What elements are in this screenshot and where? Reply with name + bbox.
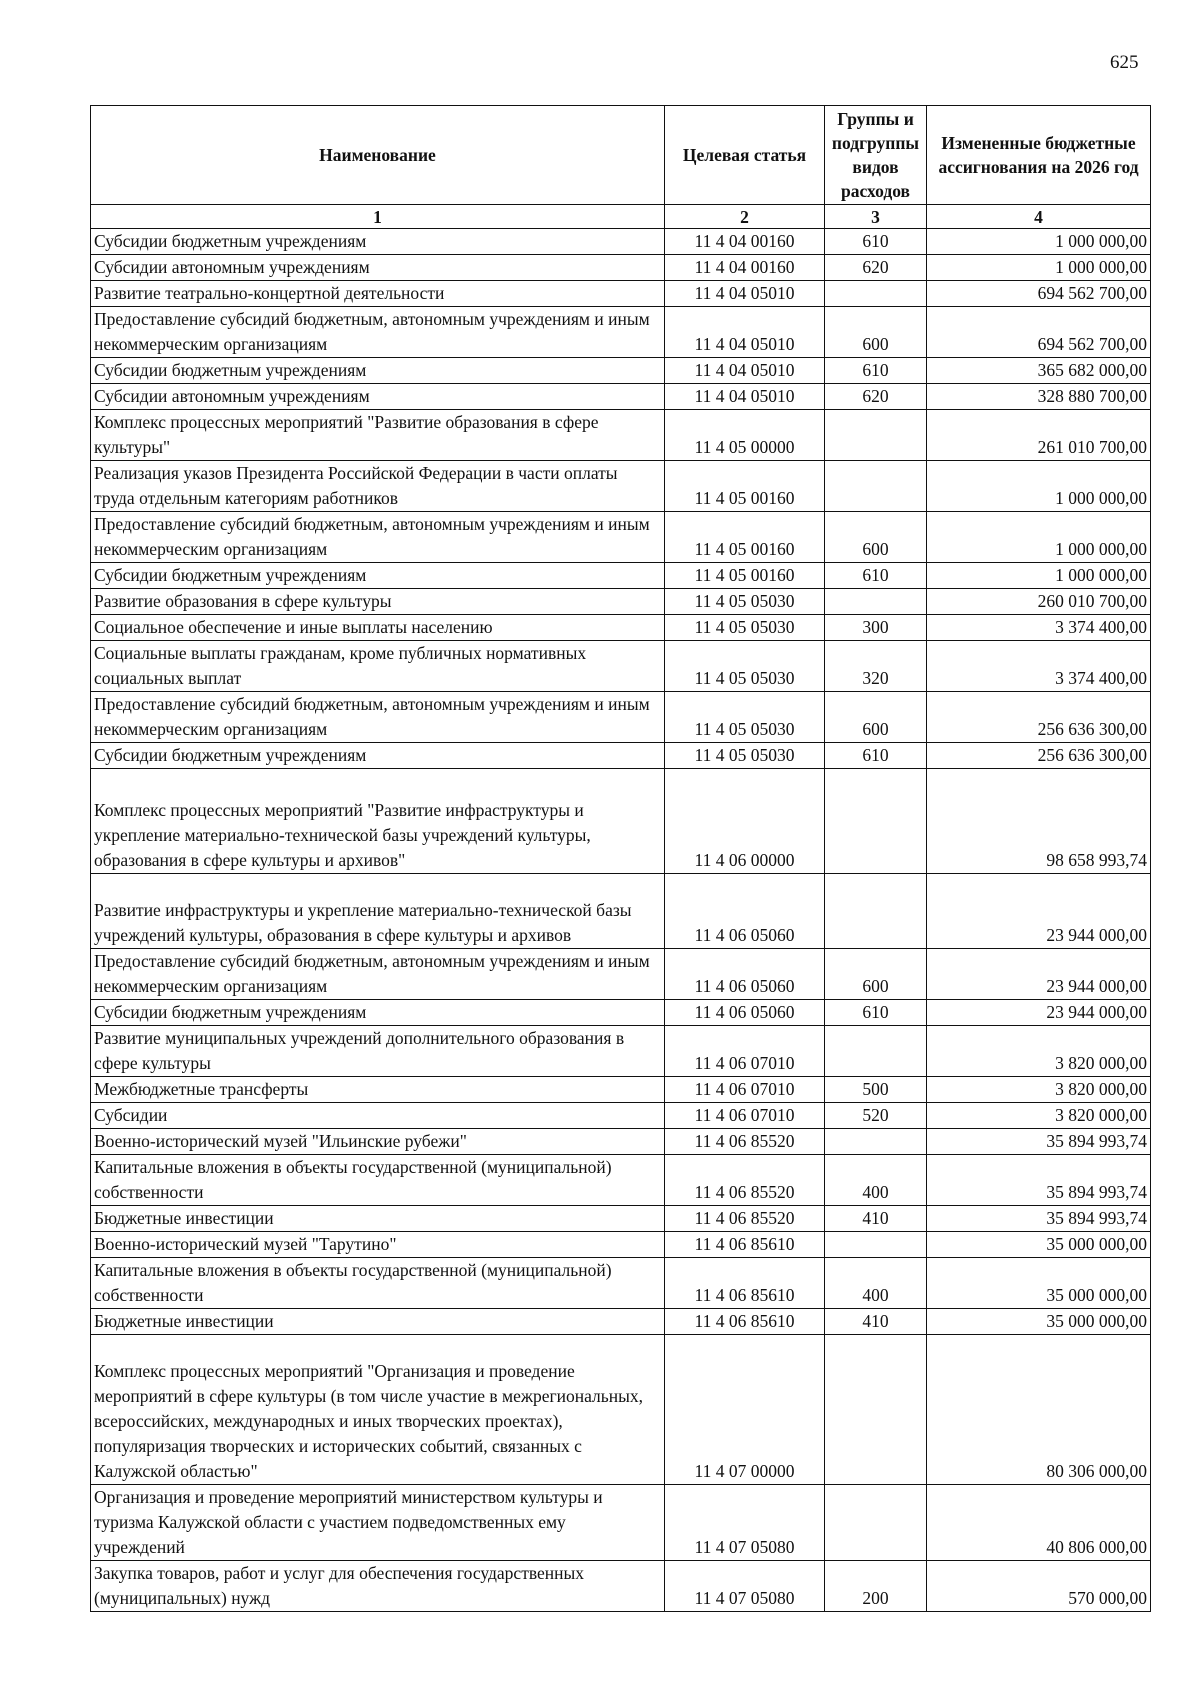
- table-row: [91, 563, 1151, 589]
- row-group: 320: [825, 641, 927, 692]
- row-group: 400: [825, 1155, 927, 1206]
- table-row: [91, 1026, 1151, 1077]
- header-code: Целевая статья: [665, 106, 825, 205]
- row-code: 11 4 06 00000: [665, 769, 825, 874]
- row-name: Закупка товаров, работ и услуг для обеспечения государственных (муниципальных) нужд: [91, 1561, 665, 1612]
- row-name: Развитие инфраструктуры и укрепление материально-технической базы учреждений культуры, образования в сфере культуры и архивов: [91, 874, 665, 949]
- row-code: 11 4 07 05080: [665, 1561, 825, 1612]
- header-amount: Измененные бюджетные ассигнования на 2026 год: [927, 106, 1151, 205]
- row-name: Развитие муниципальных учреждений дополнительного образования в сфере культуры: [91, 1026, 665, 1077]
- row-name: Бюджетные инвестиции: [91, 1309, 665, 1335]
- row-amount: 3 374 400,00: [927, 615, 1151, 641]
- table-row: [91, 692, 1151, 743]
- row-amount: 23 944 000,00: [927, 874, 1151, 949]
- column-number: 2: [665, 205, 825, 229]
- row-group: [825, 769, 927, 874]
- row-amount: 570 000,00: [927, 1561, 1151, 1612]
- row-name: Комплекс процессных мероприятий "Развитие образования в сфере культуры": [91, 410, 665, 461]
- table-row: [91, 461, 1151, 512]
- row-amount: 3 820 000,00: [927, 1026, 1151, 1077]
- row-group: 610: [825, 743, 927, 769]
- table-row: [91, 1077, 1151, 1103]
- row-amount: 328 880 700,00: [927, 384, 1151, 410]
- table-row: [91, 512, 1151, 563]
- table-row: [91, 410, 1151, 461]
- row-name: Капитальные вложения в объекты государственной (муниципальной) собственности: [91, 1155, 665, 1206]
- row-name: Субсидии бюджетным учреждениям: [91, 743, 665, 769]
- row-amount: 35 894 993,74: [927, 1155, 1151, 1206]
- row-amount: 40 806 000,00: [927, 1485, 1151, 1561]
- row-code: 11 4 06 05060: [665, 874, 825, 949]
- row-code: 11 4 06 07010: [665, 1077, 825, 1103]
- row-amount: 694 562 700,00: [927, 281, 1151, 307]
- row-group: 500: [825, 1077, 927, 1103]
- row-code: 11 4 06 85520: [665, 1206, 825, 1232]
- row-group: [825, 589, 927, 615]
- table-row: [91, 769, 1151, 874]
- row-group: 620: [825, 384, 927, 410]
- column-number: 4: [927, 205, 1151, 229]
- row-name: Капитальные вложения в объекты государственной (муниципальной) собственности: [91, 1258, 665, 1309]
- row-amount: 256 636 300,00: [927, 692, 1151, 743]
- row-name: Социальное обеспечение и иные выплаты населению: [91, 615, 665, 641]
- row-amount: 261 010 700,00: [927, 410, 1151, 461]
- row-amount: 23 944 000,00: [927, 949, 1151, 1000]
- row-group: 600: [825, 512, 927, 563]
- row-code: 11 4 06 85610: [665, 1232, 825, 1258]
- row-group: [825, 1026, 927, 1077]
- row-group: [825, 1232, 927, 1258]
- table-row: [91, 1485, 1151, 1561]
- row-code: 11 4 07 00000: [665, 1335, 825, 1485]
- table-row: [91, 229, 1151, 255]
- row-group: 600: [825, 949, 927, 1000]
- row-group: 610: [825, 563, 927, 589]
- column-number-row: [91, 205, 1151, 229]
- row-name: Организация и проведение мероприятий министерством культуры и туризма Калужской области с участием подведомственных ему учреждений: [91, 1485, 665, 1561]
- table-row: [91, 255, 1151, 281]
- table-row: [91, 1309, 1151, 1335]
- row-code: 11 4 06 05060: [665, 1000, 825, 1026]
- row-name: Субсидии бюджетным учреждениям: [91, 358, 665, 384]
- table-row: [91, 1206, 1151, 1232]
- row-code: 11 4 04 05010: [665, 307, 825, 358]
- row-code: 11 4 04 05010: [665, 384, 825, 410]
- row-code: 11 4 04 00160: [665, 229, 825, 255]
- table-row: [91, 384, 1151, 410]
- column-number: 3: [825, 205, 927, 229]
- header-name: Наименование: [91, 106, 665, 205]
- row-amount: 35 000 000,00: [927, 1258, 1151, 1309]
- table-row: [91, 615, 1151, 641]
- table-row: [91, 1258, 1151, 1309]
- row-name: Субсидии автономным учреждениям: [91, 384, 665, 410]
- row-group: 610: [825, 229, 927, 255]
- row-amount: 35 894 993,74: [927, 1129, 1151, 1155]
- row-group: [825, 410, 927, 461]
- row-group: 620: [825, 255, 927, 281]
- row-code: 11 4 06 07010: [665, 1103, 825, 1129]
- row-name: Предоставление субсидий бюджетным, автономным учреждениям и иным некоммерческим организациям: [91, 949, 665, 1000]
- row-name: Военно-исторический музей "Тарутино": [91, 1232, 665, 1258]
- row-code: 11 4 06 85610: [665, 1258, 825, 1309]
- row-amount: 256 636 300,00: [927, 743, 1151, 769]
- row-code: 11 4 05 05030: [665, 615, 825, 641]
- row-group: [825, 1485, 927, 1561]
- row-code: 11 4 05 05030: [665, 641, 825, 692]
- row-name: Предоставление субсидий бюджетным, автономным учреждениям и иным некоммерческим организациям: [91, 512, 665, 563]
- row-code: 11 4 06 85610: [665, 1309, 825, 1335]
- row-amount: 98 658 993,74: [927, 769, 1151, 874]
- row-amount: 1 000 000,00: [927, 512, 1151, 563]
- row-amount: 365 682 000,00: [927, 358, 1151, 384]
- row-group: 520: [825, 1103, 927, 1129]
- table-row: [91, 743, 1151, 769]
- row-group: 400: [825, 1258, 927, 1309]
- row-group: 600: [825, 692, 927, 743]
- row-code: 11 4 05 00160: [665, 563, 825, 589]
- table-row: [91, 281, 1151, 307]
- row-code: 11 4 05 05030: [665, 743, 825, 769]
- row-name: Межбюджетные трансферты: [91, 1077, 665, 1103]
- row-name: Субсидии бюджетным учреждениям: [91, 1000, 665, 1026]
- row-group: 200: [825, 1561, 927, 1612]
- row-amount: 35 894 993,74: [927, 1206, 1151, 1232]
- table-row: [91, 1232, 1151, 1258]
- row-amount: 1 000 000,00: [927, 255, 1151, 281]
- row-code: 11 4 05 05030: [665, 692, 825, 743]
- table-row: [91, 589, 1151, 615]
- row-code: 11 4 07 05080: [665, 1485, 825, 1561]
- row-group: [825, 1129, 927, 1155]
- row-code: 11 4 06 85520: [665, 1155, 825, 1206]
- row-group: 410: [825, 1309, 927, 1335]
- row-name: Развитие образования в сфере культуры: [91, 589, 665, 615]
- row-code: 11 4 04 05010: [665, 281, 825, 307]
- row-name: Социальные выплаты гражданам, кроме публичных нормативных социальных выплат: [91, 641, 665, 692]
- column-number: 1: [91, 205, 665, 229]
- row-code: 11 4 05 05030: [665, 589, 825, 615]
- row-code: 11 4 06 07010: [665, 1026, 825, 1077]
- row-amount: 260 010 700,00: [927, 589, 1151, 615]
- table-row: [91, 1129, 1151, 1155]
- row-amount: 80 306 000,00: [927, 1335, 1151, 1485]
- table-row: [91, 949, 1151, 1000]
- row-group: 610: [825, 358, 927, 384]
- row-name: Реализация указов Президента Российской Федерации в части оплаты труда отдельным категориям работников: [91, 461, 665, 512]
- table-row: [91, 1155, 1151, 1206]
- budget-table: [90, 105, 1151, 1612]
- row-group: 610: [825, 1000, 927, 1026]
- row-amount: 1 000 000,00: [927, 461, 1151, 512]
- row-name: Субсидии бюджетным учреждениям: [91, 563, 665, 589]
- page-number: 625: [1110, 52, 1139, 73]
- table-row: [91, 1000, 1151, 1026]
- row-code: 11 4 05 00160: [665, 512, 825, 563]
- row-amount: 694 562 700,00: [927, 307, 1151, 358]
- table-header-row: [91, 106, 1151, 205]
- row-amount: 35 000 000,00: [927, 1232, 1151, 1258]
- row-code: 11 4 04 05010: [665, 358, 825, 384]
- row-name: Предоставление субсидий бюджетным, автономным учреждениям и иным некоммерческим организациям: [91, 307, 665, 358]
- row-amount: 35 000 000,00: [927, 1309, 1151, 1335]
- row-amount: 3 820 000,00: [927, 1077, 1151, 1103]
- row-name: Комплекс процессных мероприятий "Развитие инфраструктуры и укрепление материально-технической базы учреждений культуры, образования в сфере культуры и архивов": [91, 769, 665, 874]
- row-name: Предоставление субсидий бюджетным, автономным учреждениям и иным некоммерческим организациям: [91, 692, 665, 743]
- row-group: [825, 281, 927, 307]
- row-group: 410: [825, 1206, 927, 1232]
- row-name: Субсидии бюджетным учреждениям: [91, 229, 665, 255]
- row-code: 11 4 06 05060: [665, 949, 825, 1000]
- row-group: [825, 461, 927, 512]
- row-amount: 1 000 000,00: [927, 229, 1151, 255]
- table-row: [91, 874, 1151, 949]
- row-name: Бюджетные инвестиции: [91, 1206, 665, 1232]
- row-code: 11 4 04 00160: [665, 255, 825, 281]
- row-code: 11 4 05 00000: [665, 410, 825, 461]
- row-code: 11 4 05 00160: [665, 461, 825, 512]
- table-row: [91, 358, 1151, 384]
- row-group: [825, 1335, 927, 1485]
- row-name: Комплекс процессных мероприятий "Организация и проведение мероприятий в сфере культуры (в том числе участие в межрегиональных, всероссийских, международных и иных творческих проектах), популяризация творческих и исторических событий, связанных с Калужской областью": [91, 1335, 665, 1485]
- row-name: Субсидии: [91, 1103, 665, 1129]
- header-group: Группы и подгруппы видов расходов: [825, 106, 927, 205]
- row-amount: 3 820 000,00: [927, 1103, 1151, 1129]
- row-group: [825, 874, 927, 949]
- row-group: 600: [825, 307, 927, 358]
- row-name: Военно-исторический музей "Ильинские рубежи": [91, 1129, 665, 1155]
- row-amount: 1 000 000,00: [927, 563, 1151, 589]
- table-row: [91, 641, 1151, 692]
- row-name: Субсидии автономным учреждениям: [91, 255, 665, 281]
- table-row: [91, 1561, 1151, 1612]
- row-amount: 23 944 000,00: [927, 1000, 1151, 1026]
- row-amount: 3 374 400,00: [927, 641, 1151, 692]
- row-group: 300: [825, 615, 927, 641]
- table-row: [91, 1103, 1151, 1129]
- row-name: Развитие театрально-концертной деятельности: [91, 281, 665, 307]
- table-row: [91, 1335, 1151, 1485]
- row-code: 11 4 06 85520: [665, 1129, 825, 1155]
- table-row: [91, 307, 1151, 358]
